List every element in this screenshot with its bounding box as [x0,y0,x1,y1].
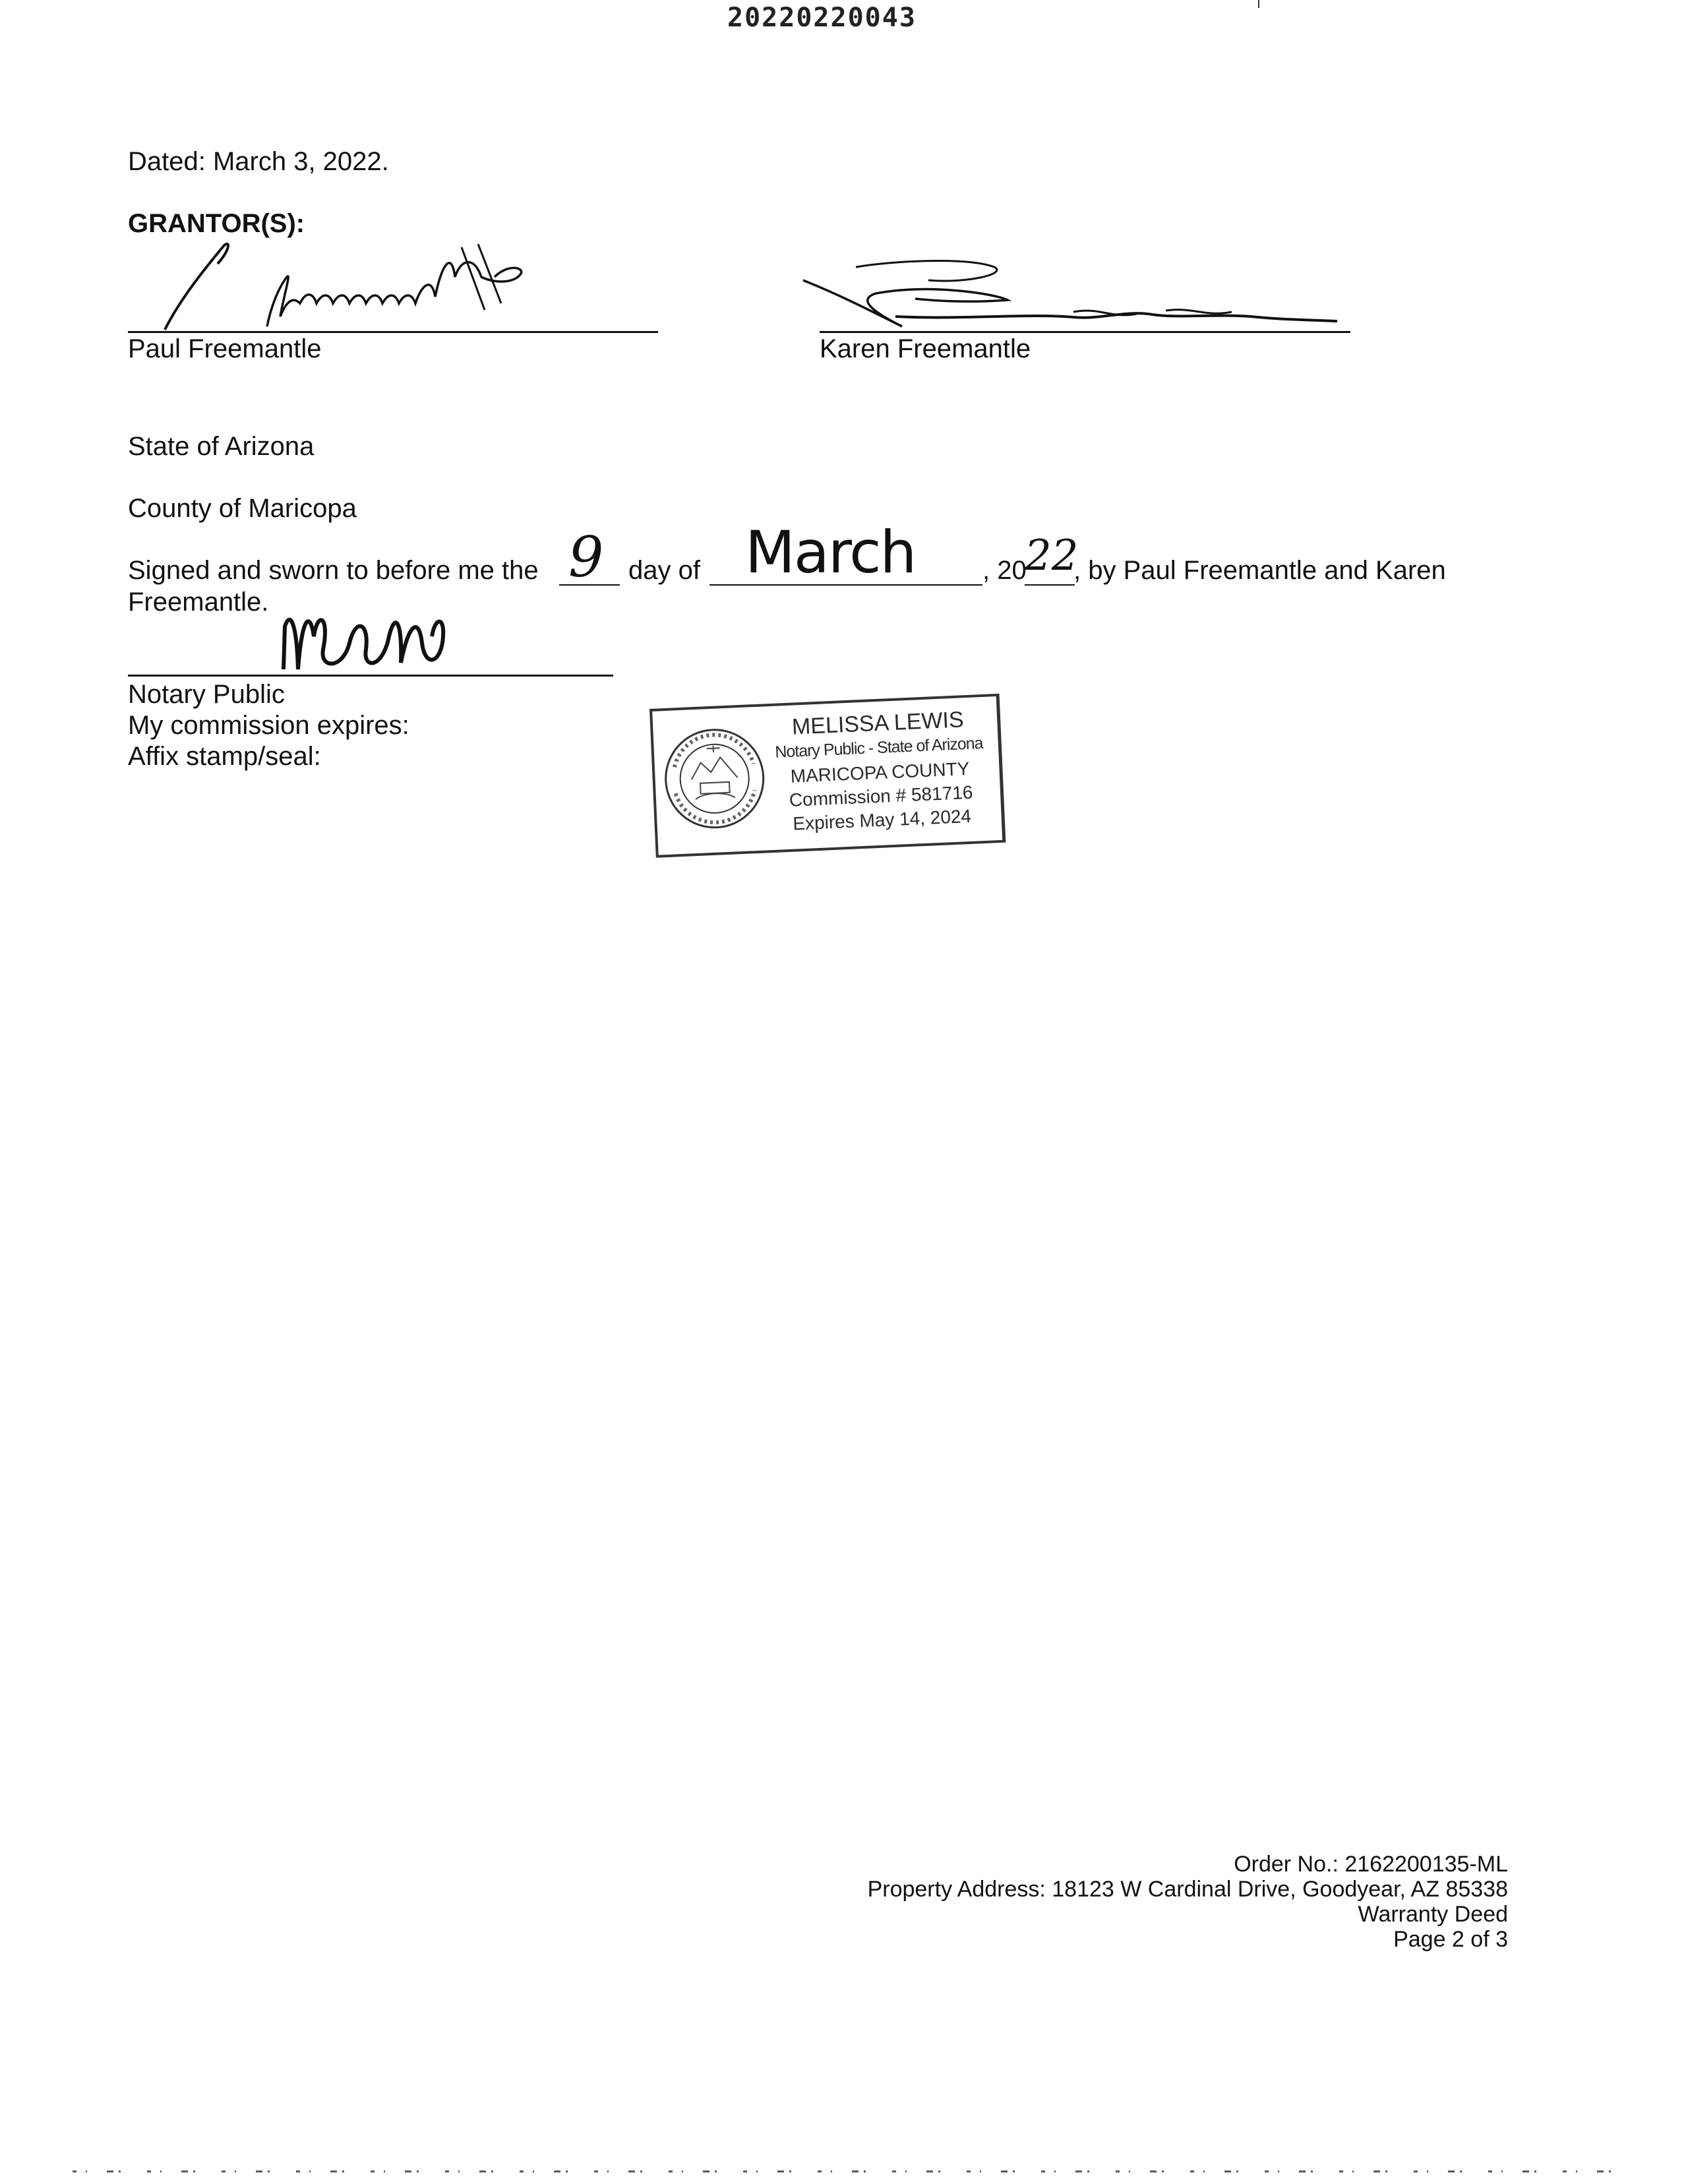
sworn-text-part5: Freemantle. [128,588,269,617]
sworn-text-part3: , 20 [982,556,1027,585]
county-line: County of Maricopa [128,494,357,523]
year-blank [1025,584,1075,586]
grantor-1-signature [152,237,560,340]
recording-number: 20220220043 [727,3,917,33]
affix-stamp-label: Affix stamp/seal: [128,742,321,771]
sworn-text-part1: Signed and sworn to before me the [128,556,539,585]
notary-stamp-county: MARICOPA COUNTY [790,758,970,787]
sworn-day-value: 9 [568,525,604,590]
sworn-text-part2: day of [628,556,700,585]
state-line: State of Arizona [128,432,315,461]
grantor-2-signature [797,254,1344,333]
sworn-year-value: 22 [1025,531,1079,580]
grantor-2-name: Karen Freemantle [820,334,1031,363]
notary-signature [270,597,468,676]
dated-line: Dated: March 3, 2022. [128,147,389,176]
grantor-1-name: Paul Freemantle [128,334,322,363]
notary-stamp-expires: Expires May 14, 2024 [792,805,972,834]
scan-tick-mark [1258,0,1259,8]
notary-stamp-name: MELISSA LEWIS [791,707,965,740]
grantors-label: GRANTOR(S): [128,209,305,238]
notary-signature-line [128,675,613,677]
sworn-month-value: March [745,518,916,586]
scan-noise-strip [73,2169,1615,2173]
notary-stamp-commission: Commission # 581716 [789,781,973,810]
arizona-seal-icon [659,723,769,834]
notary-stamp-title: Notary Public - State of Arizona [774,734,984,762]
footer-document-type: Warranty Deed [1358,1902,1508,1927]
notary-public-label: Notary Public [128,680,285,709]
grantor-2-signature-line [820,331,1350,333]
notary-stamp [649,694,1005,857]
footer-order-number: Order No.: 2162200135-ML [1234,1852,1508,1877]
commission-expires-label: My commission expires: [128,711,409,740]
grantor-1-signature-line [128,331,658,333]
footer-page-number: Page 2 of 3 [1393,1927,1508,1952]
sworn-text-part4: , by Paul Freemantle and Karen [1073,556,1446,585]
footer-property-address: Property Address: 18123 W Cardinal Drive, Goodyear, AZ 85338 [867,1877,1508,1902]
